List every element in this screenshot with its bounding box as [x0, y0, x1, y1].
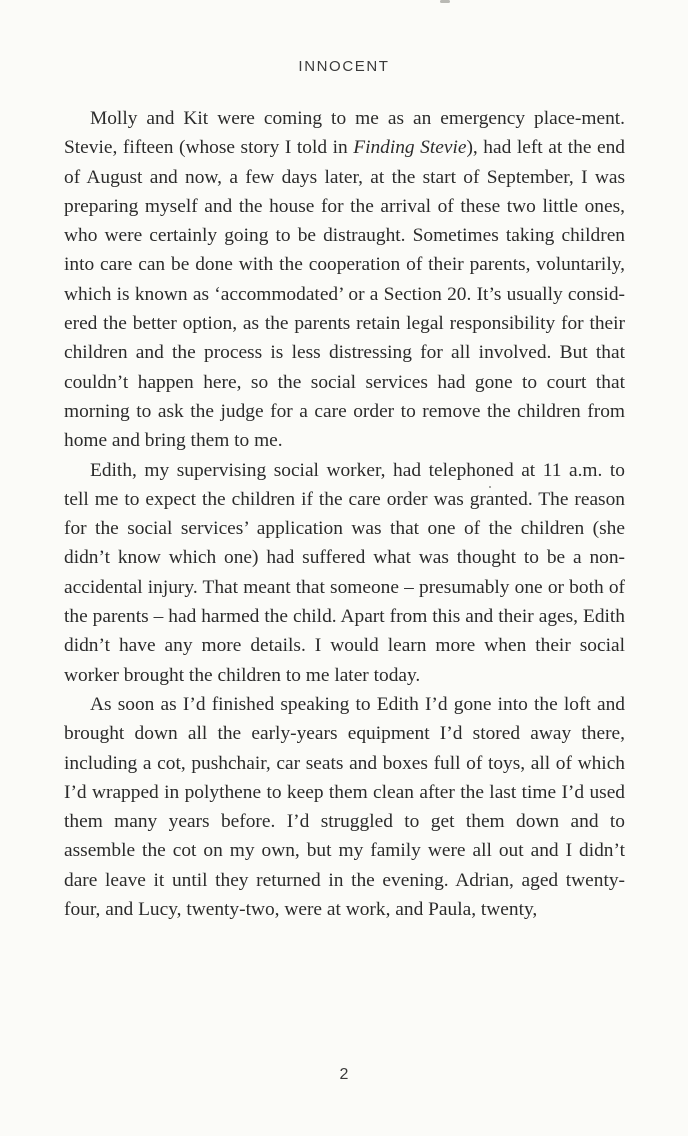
book-title: Finding Stevie — [353, 137, 467, 159]
body-text — [64, 104, 625, 924]
page-number: 2 — [339, 1066, 349, 1083]
paragraph-1-text-a: Molly and Kit were coming to me as an emergency place-ment. Stevie, fifteen (whose story I told in — [64, 108, 625, 159]
print-speck — [489, 486, 491, 488]
paragraph-1 — [64, 104, 625, 456]
page-edge-mark — [440, 0, 450, 3]
paragraph-3: As soon as I’d finished speaking to Edith I’d gone into the loft and brought down all the early-years equipment I’d stored away there, including a cot, pushchair, car seats and boxes full of toys, all of which I’d wrapped in polythene to keep them clean after the last time I’d used them many years before. I’d struggled to get them down and to assemble the cot on my own, but my family were all out and I didn’t dare leave it until they returned in the evening. Adrian, aged twenty-four, and Lucy, twenty-two, were at work, and Paula, twenty, — [64, 693, 625, 921]
paragraph-2: Edith, my supervising social worker, had telephoned at 11 a.m. to tell me to expect the children if the care order was granted. The reason for the social services’ application was that one of the children (she didn’t know which one) had suffered what was thought to be a non-accidental injury. That meant that someone – presumably one or both of the parents – had harmed the child. Apart from this and their ages, Edith didn’t have any more details. I would learn more when their social worker brought the children to me later today. — [64, 459, 625, 686]
paragraph-1-text-b: ), had left at the end of August and now, a few days later, at the start of September, I was preparing myself and the house for the arrival of these two little ones, who were certainly going to be distraught. Sometimes taking children into care can be done with the cooperation of their parents, voluntarily, which is known as ‘accommodated’ or a Section 20. It’s usually consid-ered the better option, as the parents retain legal responsibility for their children and the process is less distressing for all involved. But that couldn’t happen here, so the social services had gone to court that morning to ask the judge for a care order to remove the children from home and bring them to me. — [64, 137, 625, 452]
running-head: INNOCENT — [298, 58, 390, 75]
